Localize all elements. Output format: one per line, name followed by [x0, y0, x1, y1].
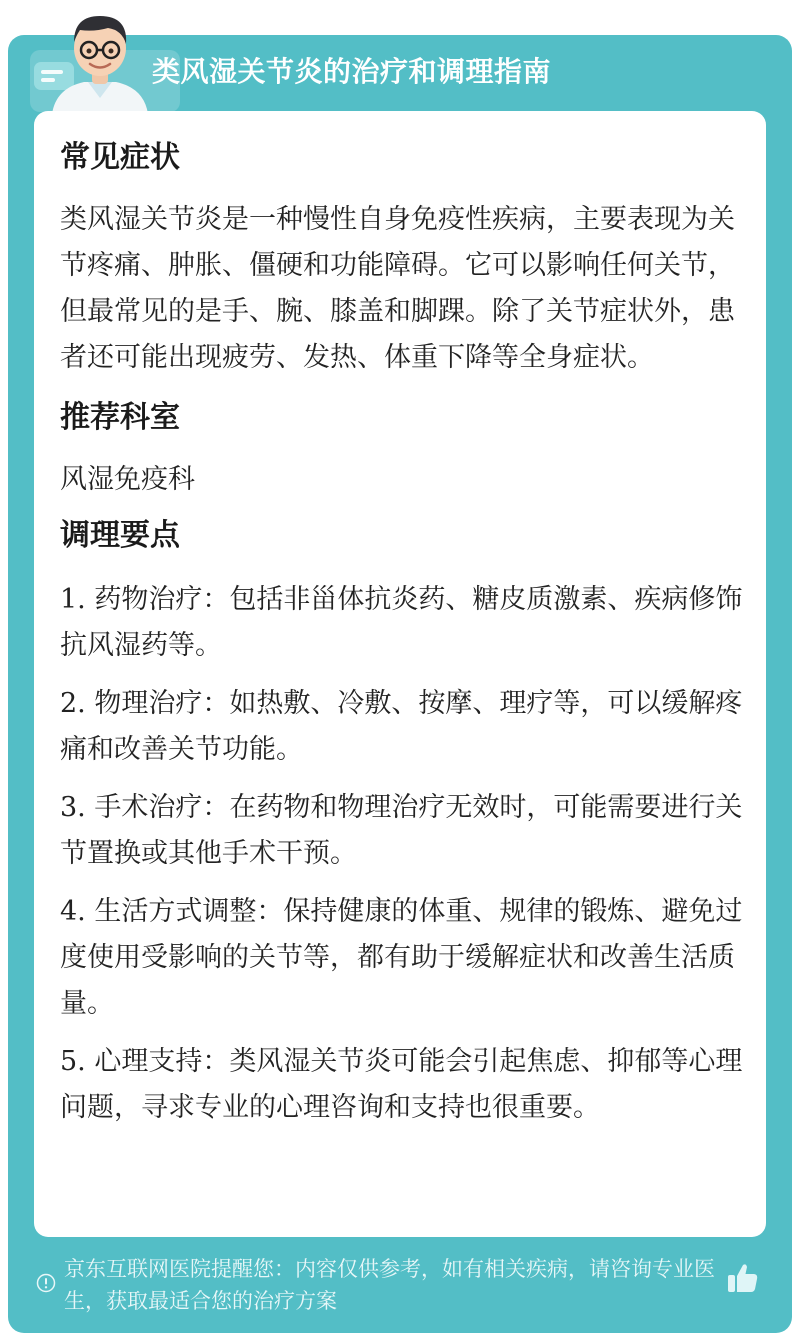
tip-item [60, 785, 750, 877]
tip-item [60, 889, 750, 1027]
tips-list [60, 577, 750, 1131]
content-body [60, 135, 750, 1131]
disclaimer-footer [36, 1253, 766, 1323]
tip-number: 2. [60, 688, 86, 719]
tip-text: 药物治疗：包括非甾体抗炎药、糖皮质激素、疾病修饰抗风湿药等。 [60, 584, 743, 661]
thumbs-up-icon[interactable] [726, 1261, 760, 1295]
tip-item [60, 681, 750, 773]
tip-number: 1. [60, 584, 86, 615]
tip-text: 生活方式调整：保持健康的体重、规律的锻炼、避免过度使用受影响的关节等，都有助于缓解症状和改善生活质量。 [60, 896, 743, 1019]
tip-item [60, 1039, 750, 1131]
disclaimer-text: 京东互联网医院提醒您：内容仅供参考，如有相关疾病，请咨询专业医生，获取最适合您的治疗方案 [64, 1257, 715, 1313]
info-icon [36, 1273, 56, 1293]
tip-text: 心理支持：类风湿关节炎可能会引起焦虑、抑郁等心理问题，寻求专业的心理咨询和支持也很重要。 [60, 1046, 743, 1123]
department-text: 风湿免疫科 [60, 464, 195, 495]
content-card [34, 111, 766, 1237]
tip-text: 物理治疗：如热敷、冷敷、按摩、理疗等，可以缓解疼痛和改善关节功能。 [60, 688, 743, 765]
department-heading: 推荐科室 [60, 400, 180, 435]
tip-number: 5. [60, 1046, 86, 1077]
tips-heading: 调理要点 [60, 518, 180, 553]
doctor-avatar-icon [44, 6, 156, 114]
page-title: 类风湿关节炎的治疗和调理指南 [152, 55, 552, 88]
symptoms-text: 类风湿关节炎是一种慢性自身免疫性疾病，主要表现为关节疼痛、肿胀、僵硬和功能障碍。它可以影响任何关节，但最常见的是手、腕、膝盖和脚踝。除了关节症状外，患者还可能出现疲劳、发热、体重下降等全身症状。 [60, 204, 735, 373]
tip-text: 手术治疗：在药物和物理治疗无效时，可能需要进行关节置换或其他手术干预。 [60, 792, 743, 869]
symptoms-heading: 常见症状 [60, 140, 180, 175]
tip-number: 4. [60, 896, 86, 927]
tip-item [60, 577, 750, 669]
tip-number: 3. [60, 792, 86, 823]
